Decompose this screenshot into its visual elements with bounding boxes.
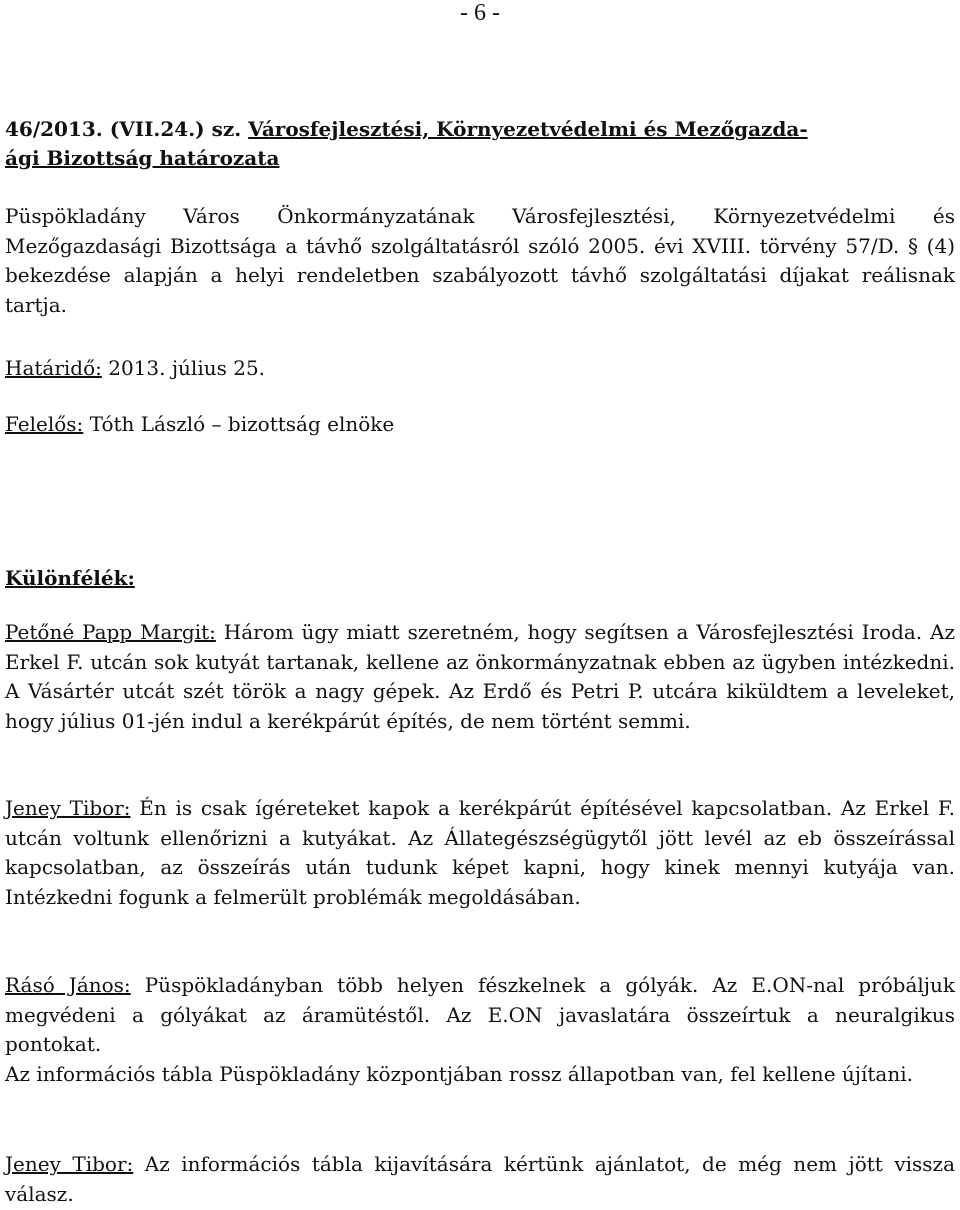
entry-text: Három ügy miatt szeretném, hogy segítsen a Városfejlesztési Iroda. Az Erkel F. utcán sok kutyát tartanak, kellene az önkormányzatnak ebben az ügyben intézkedni. A Vásártér utcát szét török a nagy gépek. Az Erdő és Petri P. utcára kiküldtem a leveleket, hogy július 01-jén indul a kerékpárút építés, de nem történt semmi.	[5, 620, 955, 733]
page-number: - 6 -	[460, 0, 500, 26]
misc-entry	[5, 794, 955, 912]
misc-entry-continuation: Az információs tábla Püspökladány központjában rossz állapotban van, fel kellene újítani.	[5, 1062, 913, 1086]
decision-title-line2: ági Bizottság határozata	[5, 146, 280, 170]
decision-number: 46/2013. (VII.24.) sz.	[5, 117, 242, 141]
entry-text: Én is csak ígéreteket kapok a kerékpárút építésével kapcsolatban. Az Erkel F. utcán voltunk ellenőrizni a kutyákat. Az Állategészségügytől jött levél az eb összeírással kapcsolatban, az összeírás után tudunk képet kapni, hogy kinek mennyi kutyája van. Intézkedni fogunk a felmerült problémák megoldásában.	[5, 796, 955, 909]
responsible-line	[5, 410, 955, 440]
misc-entry	[5, 1150, 955, 1209]
responsible-label: Felelős:	[5, 412, 84, 436]
speaker-name: Jeney Tibor:	[5, 796, 131, 820]
misc-entry	[5, 618, 955, 736]
decision-title	[5, 115, 955, 173]
entry-text: Az információs tábla kijavítására kértünk ajánlatot, de még nem jött vissza válasz.	[5, 1152, 956, 1206]
deadline-label: Határidő:	[5, 356, 102, 380]
entry-text: Püspökladányban több helyen fészkelnek a gólyák. Az E.ON-nal próbáljuk megvédeni a gólyákat az áramütéstől. Az E.ON javaslatára összeírtuk a neuralgikus pontokat.	[5, 973, 955, 1056]
decision-title-line1: Városfejlesztési, Környezetvédelmi és Mezőgazda-	[248, 117, 808, 141]
deadline-line	[5, 354, 955, 384]
misc-heading: Különfélék:	[5, 566, 135, 590]
responsible-value: Tóth László – bizottság elnöke	[83, 412, 395, 436]
speaker-name: Jeney Tibor:	[5, 1152, 134, 1176]
speaker-name: Petőné Papp Margit:	[5, 620, 216, 644]
deadline-value: 2013. július 25.	[101, 356, 266, 380]
misc-entry	[5, 971, 955, 1060]
speaker-name: Rásó János:	[5, 973, 131, 997]
decision-body: Püspökladány Város Önkormányzatának Városfejlesztési, Környezetvédelmi és Mezőgazdasági Bizottsága a távhő szolgáltatásról szóló 2005. évi XVIII. törvény 57/D. § (4) bekezdése alapján a helyi rendeletben szabályozott távhő szolgáltatási díjakat reálisnak tartja.	[5, 204, 955, 317]
